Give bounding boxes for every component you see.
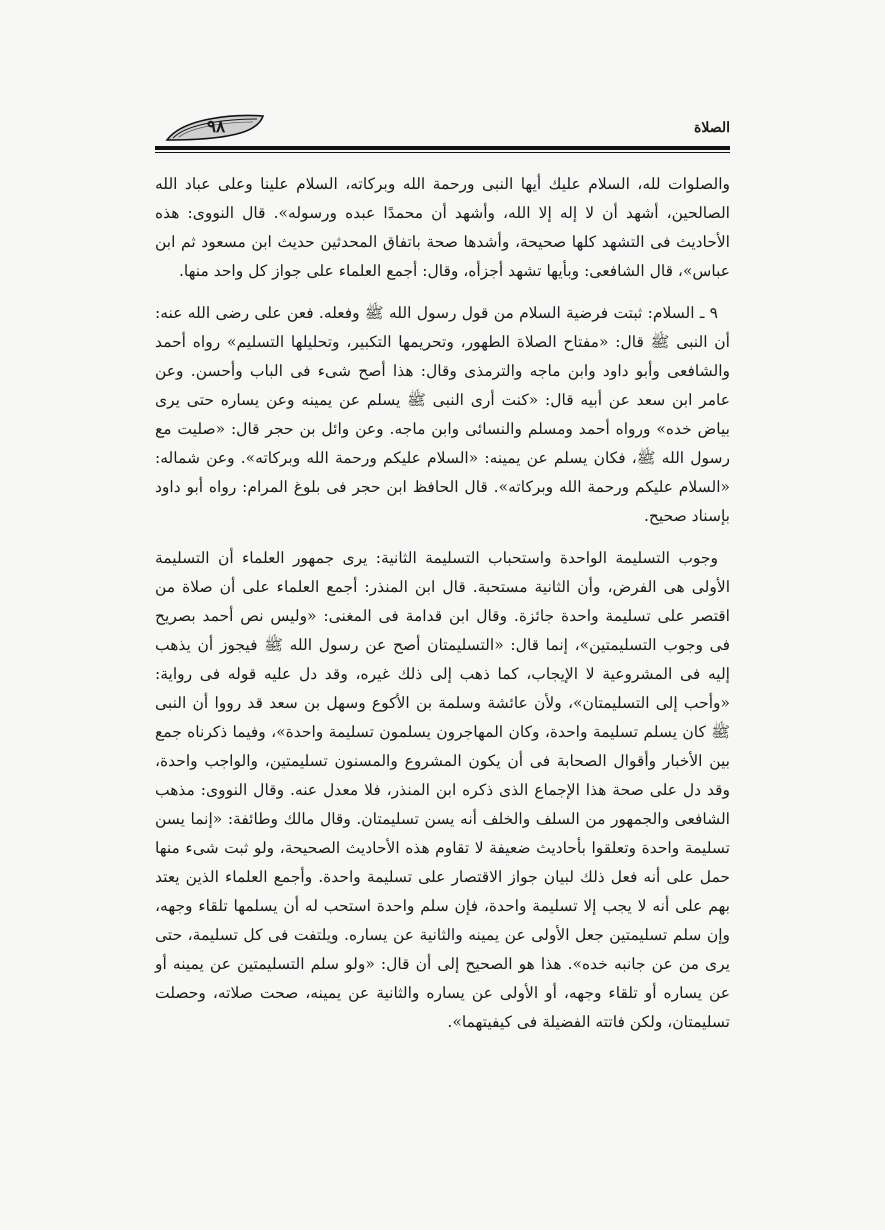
page-number-badge — [163, 114, 265, 142]
chapter-title: الصلاة — [694, 120, 730, 136]
paragraph-tashahhud: والصلوات لله، السلام عليك أيها النبى ورحمة الله وبركاته، السلام علينا وعلى عباد الله الصالحين، أشهد أن لا إله إلا الله، وأشهد أن محمدًا عبده ورسوله». قال النووى: هذه الأحاديث فى التشهد كلها صحيحة، وأشدها صحة باتفاق المحدثين حديث ابن مسعود ثم ابن عباس»، قال الشافعى: وبأيها تشهد أجزأه، وقال: أجمع العلماء على جواز كل واحد منها. — [155, 175, 730, 280]
header-rule-thin — [155, 152, 730, 153]
page-number: ٩٨ — [206, 117, 226, 137]
paragraph-salam: ٩ ـ السلام: ثبتت فرضية السلام من قول رسول الله ﷺ وفعله. فعن على رضى الله عنه: أن النبى ﷺ قال: «مفتاح الصلاة الطهور، وتحريمها التكبير، وتحليلها التسليم» رواه أحمد والشافعى وأبو داود وابن ماجه والترمذى وقال: هذا أصح شىء فى الباب وأحسن. وعن عامر ابن سعد عن أبيه قال: «كنت أرى النبى ﷺ يسلم عن يمينه وعن يساره حتى يرى بياض خده» ورواه أحمد ومسلم والنسائى وابن ماجه. وعن وائل بن حجر قال: «صليت مع رسول الله ﷺ، فكان يسلم عن يمينه: «السلام عليكم ورحمة الله وبركاته». وعن شماله: «السلام عليكم ورحمة الله وبركاته». قال الحافظ ابن حجر فى بلوغ المرام: رواه أبو داود بإسناد صحيح. — [155, 304, 730, 525]
page-header — [155, 106, 730, 156]
body-text — [155, 170, 730, 1037]
header-rule — [155, 146, 730, 150]
paragraph-taslima: وجوب التسليمة الواحدة واستحباب التسليمة الثانية: يرى جمهور العلماء أن التسليمة الأولى هى الفرض، وأن الثانية مستحبة. قال ابن المنذر: أجمع العلماء على أن صلاة من اقتصر على تسليمة واحدة جائزة. وقال ابن قدامة فى المغنى: «وليس نص أحمد بصريح فى وجوب التسليمتين»، إنما قال: «التسليمتان أصح عن رسول الله ﷺ فيجوز أن يذهب إليه فى المشروعية لا الإيجاب، كما ذهب إلى ذلك غيره، وقد دل عليه قوله فى رواية: «وأحب إلى التسليمتان»، ولأن عائشة وسلمة بن الأكوع وسهل بن سعد قد رووا أن النبى ﷺ كان يسلم تسليمة واحدة، وكان المهاجرون يسلمون تسليمة واحدة»، وفيما ذكرناه جمع بين الأخبار وأقوال الصحابة فى أن يكون المشروع والمسنون تسليمتين، والواجب واحدة، وقد دل على صحة هذا الإجماع الذى ذكره ابن المنذر، فلا معدل عنه. وقال النووى: مذهب الشافعى والجمهور من السلف والخلف أنه يسن تسليمتان. وقال مالك وطائفة: «إنما يسن تسليمة واحدة وتعلقوا بأحاديث ضعيفة لا تقاوم هذه الأحاديث الصحيحة، ولو ثبت شىء منها حمل على أنه فعل ذلك لبيان جواز الاقتصار على تسليمة واحدة. وأجمع العلماء الذين يعتد بهم على أنه لا يجب إلا تسليمة واحدة، فإن سلم واحدة استحب له أن يسلمها تلقاء وجهه، وإن سلم تسليمتين جعل الأولى عن يمينه والثانية عن يساره. ويلتفت فى كل تسليمة، حتى يرى من عن جانبه خده». هذا هو الصحيح إلى أن قال: «ولو سلم التسليمتين عن يمينه أو عن يساره أو تلقاء وجهه، أو الأولى عن يساره والثانية عن يمينه، صحت صلاته، وحصلت تسليمتان، ولكن فاتته الفضيلة فى كيفيتهما». — [155, 549, 730, 1031]
